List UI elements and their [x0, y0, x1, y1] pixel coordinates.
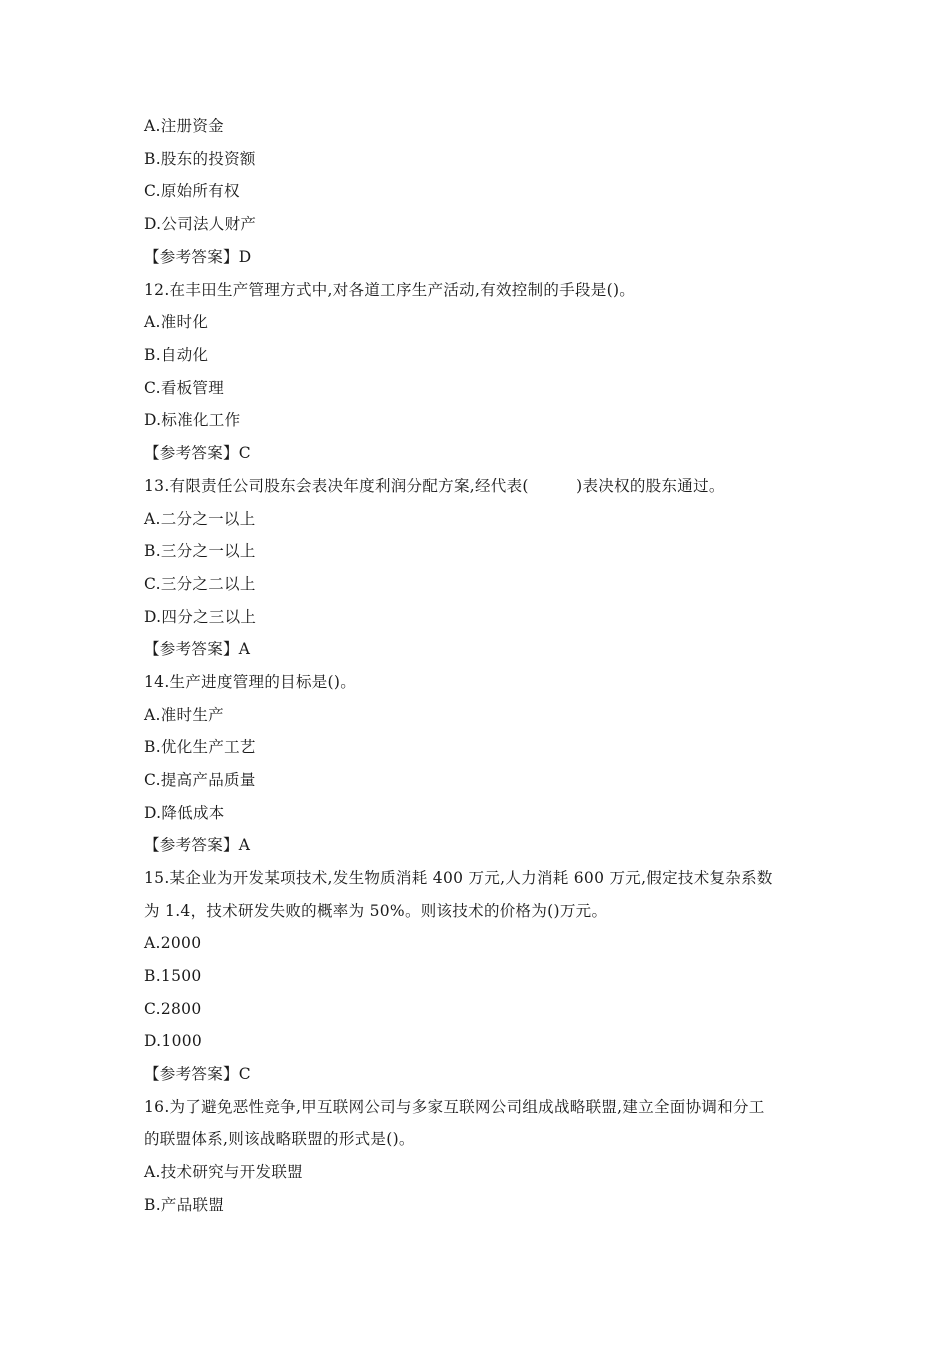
option-line: A.准时化	[144, 313, 209, 331]
question-line: 14.生产进度管理的目标是()。	[144, 673, 357, 691]
option-line: A.二分之一以上	[144, 510, 256, 528]
answer-line: 【参考答案】D	[144, 248, 252, 266]
option-line: C.三分之二以上	[144, 575, 256, 593]
option-line: B.产品联盟	[144, 1196, 225, 1214]
option-line: B.股东的投资额	[144, 150, 256, 168]
option-line: C.看板管理	[144, 379, 225, 397]
option-line: D.1000	[144, 1032, 203, 1050]
question-line: 为 1.4，技术研发失败的概率为 50%。则该技术的价格为()万元。	[144, 902, 608, 920]
question-line: 12.在丰田生产管理方式中,对各道工序生产活动,有效控制的手段是()。	[144, 281, 636, 299]
option-line: B.1500	[144, 967, 202, 985]
answer-line: 【参考答案】C	[144, 1065, 251, 1083]
option-line: D.标准化工作	[144, 411, 241, 429]
option-line: A.2000	[144, 934, 202, 952]
question-line: 13.有限责任公司股东会表决年度利润分配方案,经代表( )表决权的股东通过。	[144, 477, 725, 495]
question-line: 15.某企业为开发某项技术,发生物质消耗 400 万元,人力消耗 600 万元,假定技术复杂系数	[144, 869, 773, 887]
option-line: D.四分之三以上	[144, 608, 257, 626]
question-line: 16.为了避免恶性竞争,甲互联网公司与多家互联网公司组成战略联盟,建立全面协调和分工	[144, 1098, 765, 1116]
option-line: C.提高产品质量	[144, 771, 256, 789]
option-line: A.注册资金	[144, 117, 224, 135]
answer-line: 【参考答案】C	[144, 444, 251, 462]
option-line: A.技术研究与开发联盟	[144, 1163, 303, 1181]
option-line: D.降低成本	[144, 804, 225, 822]
option-line: B.三分之一以上	[144, 542, 256, 560]
option-line: A.准时生产	[144, 706, 224, 724]
option-line: B.优化生产工艺	[144, 738, 256, 756]
question-line: 的联盟体系,则该战略联盟的形式是()。	[144, 1130, 415, 1148]
option-line: B.自动化	[144, 346, 209, 364]
option-line: D.公司法人财产	[144, 215, 257, 233]
option-line: C.原始所有权	[144, 182, 240, 200]
option-line: C.2800	[144, 1000, 202, 1018]
answer-line: 【参考答案】A	[144, 836, 251, 854]
answer-line: 【参考答案】A	[144, 640, 251, 658]
